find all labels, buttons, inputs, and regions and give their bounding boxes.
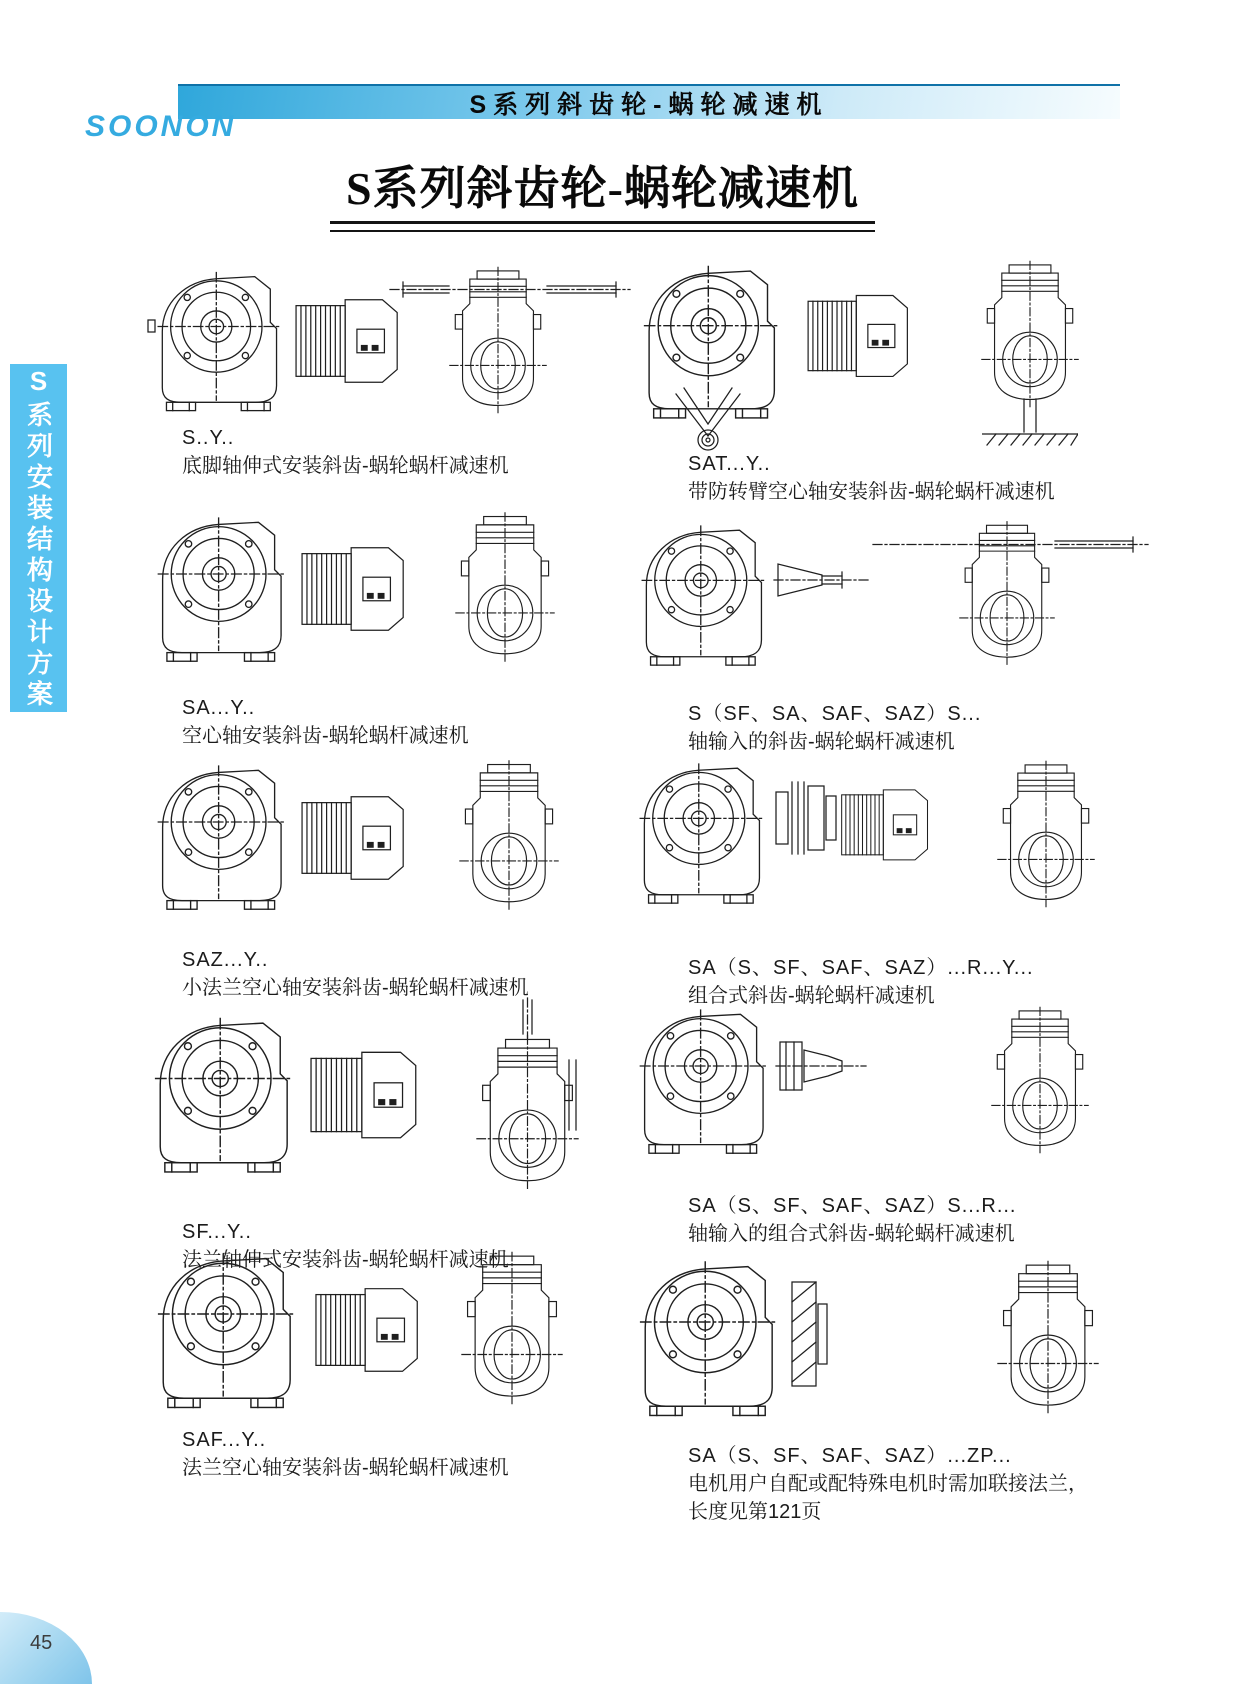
technical-drawing: [148, 1238, 568, 1416]
header-banner: [178, 84, 1120, 119]
drawing-sat-y: [628, 256, 1178, 452]
sidebar-tab: [10, 364, 67, 712]
model-code: SA...Y..: [182, 697, 256, 719]
label-sat-y: [688, 450, 1055, 506]
drawing-sa-zp: [628, 1248, 1178, 1436]
drawing-saf-y: [148, 1238, 568, 1416]
technical-drawing: [628, 256, 1178, 452]
model-code: SA（S、SF、SAF、SAZ）...ZP...: [688, 1445, 1012, 1467]
model-description: 轴输入的组合式斜齿-蜗轮蜗杆减速机: [688, 1223, 1015, 1245]
model-code: SAF...Y..: [182, 1429, 267, 1451]
drawing-sa-r-y: [628, 752, 1178, 920]
model-code: SA（S、SF、SAF、SAZ）...R...Y...: [688, 957, 1034, 979]
drawing-s-shaft-input: [628, 520, 1178, 672]
model-description: 法兰轴伸式安装斜齿-蜗轮蜗杆减速机: [182, 1249, 509, 1271]
brand-logo: [85, 110, 255, 143]
model-description: 轴输入的斜齿-蜗轮蜗杆减速机: [688, 731, 955, 753]
model-description: 组合式斜齿-蜗轮蜗杆减速机: [688, 985, 935, 1007]
model-description: 空心轴安装斜齿-蜗轮蜗杆减速机: [182, 725, 469, 747]
technical-drawing: [628, 520, 1178, 672]
page-number: 45: [30, 1632, 53, 1654]
technical-drawing: [628, 752, 1178, 920]
model-code: SAT...Y..: [688, 453, 771, 475]
technical-drawing: [148, 258, 568, 428]
technical-drawing: [148, 502, 568, 670]
model-description-line2: 长度见第121页: [688, 1501, 822, 1523]
model-code: SAZ...Y..: [182, 949, 269, 971]
label-sa-y: [182, 694, 469, 750]
label-saz-y: [182, 946, 529, 1002]
model-description: 小法兰空心轴安装斜齿-蜗轮蜗杆减速机: [182, 977, 529, 999]
technical-drawing: [628, 998, 1178, 1166]
model-code: SF...Y..: [182, 1221, 252, 1243]
label-s-shaft-input: [688, 700, 981, 756]
brand-logo-text: SOONON: [85, 110, 237, 143]
model-code: SA（S、SF、SAF、SAZ）S...R...: [688, 1195, 1017, 1217]
drawing-sa-y: [148, 502, 568, 670]
model-code: S..Y..: [182, 427, 235, 449]
title-underline: [330, 221, 875, 232]
label-sa-zp: [688, 1442, 1088, 1526]
drawing-s-y: [148, 258, 568, 428]
label-s-y: [182, 424, 509, 480]
technical-drawing: [145, 998, 580, 1200]
technical-drawing: [628, 1248, 1178, 1436]
model-description: 底脚轴伸式安装斜齿-蜗轮蜗杆减速机: [182, 455, 509, 477]
page-title: S系列斜齿轮-蜗轮减速机: [346, 163, 859, 214]
sidebar-label: S系列安装结构设计方案: [23, 365, 54, 711]
drawing-sa-s-r: [628, 998, 1178, 1166]
banner-title: S系列斜齿轮-蜗轮减速机: [469, 90, 829, 119]
label-saf-y: [182, 1426, 509, 1482]
drawing-saz-y: [148, 752, 568, 920]
model-description: 带防转臂空心轴安装斜齿-蜗轮蜗杆减速机: [688, 481, 1055, 503]
model-description: 法兰空心轴安装斜齿-蜗轮蜗杆减速机: [182, 1457, 509, 1479]
model-description: 电机用户自配或配特殊电机时需加联接法兰，: [688, 1473, 1088, 1495]
label-sa-s-r: [688, 1192, 1017, 1248]
technical-drawing: [148, 752, 568, 920]
drawing-sf-y: [145, 998, 580, 1200]
model-code: S（SF、SA、SAF、SAZ）S...: [688, 703, 982, 725]
